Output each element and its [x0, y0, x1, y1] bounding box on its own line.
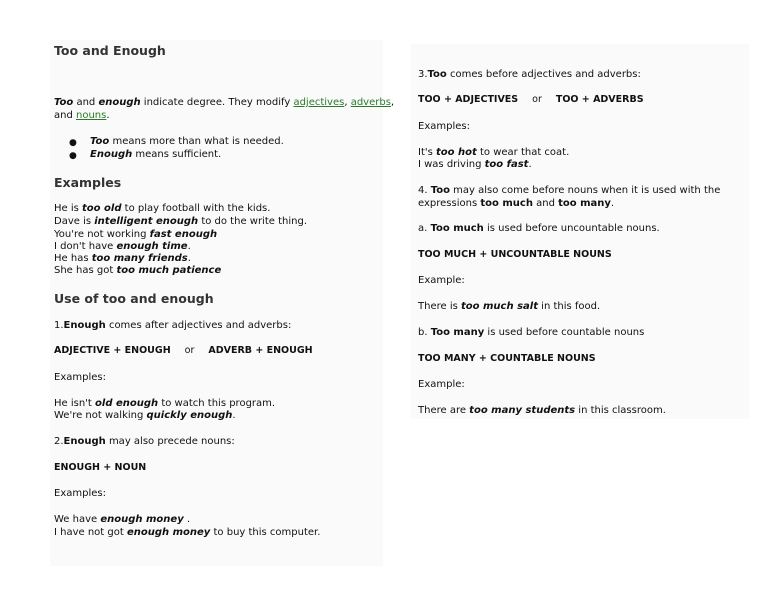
bullet-dot-icon: ●	[69, 138, 77, 148]
adjectives-link[interactable]: adjectives	[293, 97, 345, 108]
example-line: I was driving too fast.	[418, 159, 532, 170]
example-line: He has too many friends.	[54, 253, 191, 264]
rule-4: 4. Too may also come before nouns when it is used with the	[418, 185, 721, 196]
rule-4b: b. Too many is used before countable nouns	[418, 327, 645, 338]
adverbs-link[interactable]: adverbs	[350, 97, 391, 108]
rule-4-line-2: expressions too much and too many.	[418, 198, 615, 209]
left-column	[50, 40, 395, 566]
right-column	[411, 44, 749, 419]
example-line: It's too hot to wear that coat.	[418, 147, 570, 158]
rule-3: 3.Too comes before adjectives and adverbs:	[418, 69, 641, 80]
example-line: He is too old to play football with the kids.	[54, 203, 271, 214]
rule-4a: a. Too much is used before uncountable nouns.	[418, 223, 660, 234]
nouns-link[interactable]: nouns	[76, 110, 107, 121]
example-line: She has got too much patience	[54, 265, 222, 276]
examples-label: Examples:	[54, 488, 106, 499]
bullet-item: Enough means sufficient.	[90, 149, 222, 160]
rule-1-formula: ADJECTIVE + ENOUGH or ADVERB + ENOUGH	[54, 345, 313, 356]
example-line: There is too much salt in this food.	[418, 301, 601, 312]
rule-4a-formula: TOO MUCH + UNCOUNTABLE NOUNS	[418, 249, 612, 260]
examples-heading: Examples	[54, 175, 122, 190]
example-line: I don't have enough time.	[54, 241, 191, 252]
example-line: We're not walking quickly enough.	[54, 410, 236, 421]
example-label: Example:	[418, 379, 465, 390]
example-line: Dave is intelligent enough to do the write thing.	[54, 216, 307, 227]
rule-2: 2.Enough may also precede nouns:	[54, 436, 235, 447]
bullet-item: Too means more than what is needed.	[90, 136, 284, 147]
example-line: There are too many students in this classroom.	[418, 405, 666, 416]
rule-2-formula: ENOUGH + NOUN	[54, 462, 147, 473]
examples-label: Examples:	[54, 372, 106, 383]
page-title: Too and Enough	[54, 43, 166, 58]
rule-4b-formula: TOO MANY + COUNTABLE NOUNS	[418, 353, 596, 364]
intro-line-2: and nouns.	[54, 110, 110, 121]
rule-1: 1.Enough comes after adjectives and adverbs:	[54, 320, 292, 331]
example-line: You're not working fast enough	[54, 229, 218, 240]
use-heading: Use of too and enough	[54, 291, 214, 306]
intro-line-1: Too and enough indicate degree. They modify adjectives, adverbs,	[54, 97, 395, 108]
example-label: Example:	[418, 275, 465, 286]
example-line: He isn't old enough to watch this program.	[54, 398, 276, 409]
examples-label: Examples:	[418, 121, 470, 132]
bullet-dot-icon: ●	[69, 151, 77, 161]
rule-3-formula: TOO + ADJECTIVES or TOO + ADVERBS	[418, 94, 644, 105]
example-line: We have enough money .	[54, 514, 191, 525]
example-line: I have not got enough money to buy this computer.	[54, 527, 321, 538]
